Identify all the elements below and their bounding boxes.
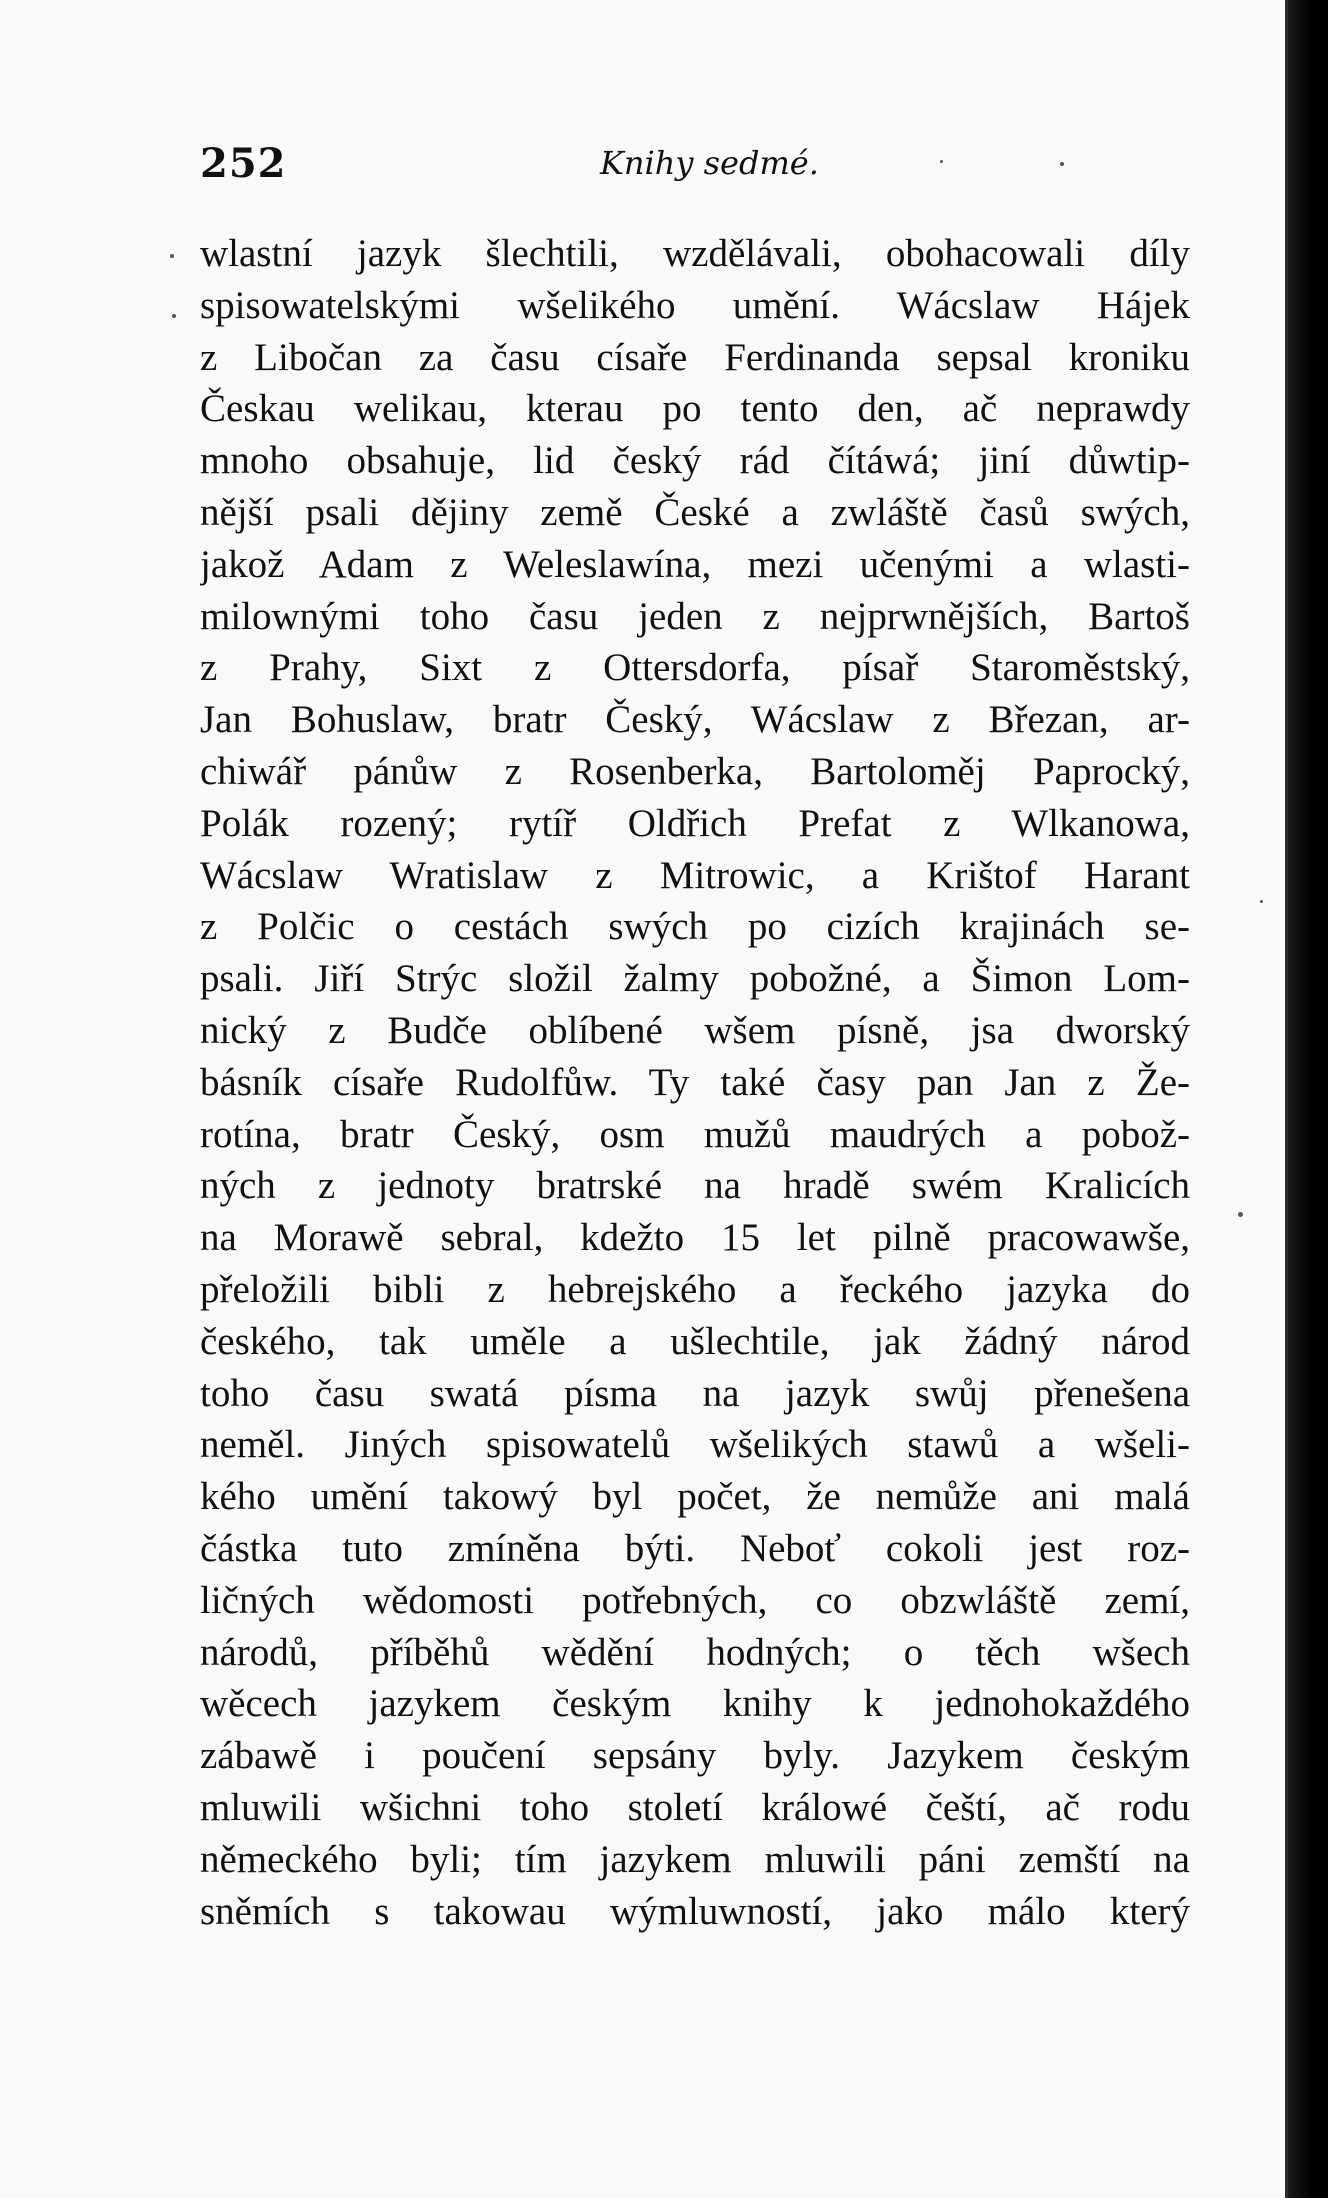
text-line: kého umění takowý byl počet, že nemůže ani malá — [200, 1475, 1190, 1519]
text-line: z Libočan za času císaře Ferdinanda sepsal kroniku — [200, 335, 1190, 379]
page-header — [200, 140, 1180, 200]
paper-speck — [1260, 900, 1263, 903]
text-line: na Morawě sebral, kdežto 15 let pilně pracowawše, — [200, 1216, 1190, 1260]
text-line: neměl. Jiných spisowatelů wšelikých stawů a wšeli- — [200, 1423, 1190, 1467]
paper-speck — [940, 160, 943, 163]
page-edge-shadow — [1288, 0, 1328, 2198]
text-line: částka tuto zmíněna býti. Neboť cokoli jest roz- — [200, 1526, 1190, 1570]
text-line: českého, tak uměle a ušlechtile, jak žádný národ — [200, 1319, 1190, 1363]
text-line: Polák rozený; rytíř Oldřich Prefat z Wlkanowa, — [200, 801, 1190, 845]
body-text — [200, 228, 1190, 1937]
text-line: wlastní jazyk šlechtili, wzdělávali, obohacowali díly — [200, 232, 1190, 275]
text-line: nický z Budče oblíbené wšem písně, jsa dworský — [200, 1008, 1190, 1052]
running-head: Knihy sedmé. — [600, 144, 819, 182]
text-line: Wácslaw Wratislaw z Mitrowic, a Krištof Harant — [200, 853, 1190, 897]
text-line: milownými toho času jeden z nejprwnějších, Bartoš — [200, 594, 1190, 638]
text-line: básník císaře Rudolfůw. Ty také časy pan Jan z Že- — [200, 1060, 1190, 1104]
page-number: 252 — [200, 140, 287, 187]
text-line: nější psali dějiny země České a zwláště časů swých, — [200, 490, 1190, 534]
text-line: Českau welikau, kterau po tento den, ač neprawdy — [200, 387, 1190, 431]
paper-speck — [1238, 1212, 1243, 1217]
text-line: přeložili bibli z hebrejského a řeckého jazyka do — [200, 1267, 1190, 1311]
text-line: psali. Jiří Strýc složil žalmy pobožné, a Šimon Lom- — [200, 957, 1190, 1001]
text-line: zábawě i poučení sepsány byly. Jazykem českým — [200, 1734, 1190, 1778]
text-line: ných z jednoty bratrské na hradě swém Kralicích — [200, 1164, 1190, 1208]
paper-speck — [1060, 162, 1064, 166]
text-line: německého byli; tím jazykem mluwili páni zemští na — [200, 1837, 1190, 1881]
text-line: spisowatelskými wšelikého umění. Wácslaw Hájek — [200, 283, 1190, 327]
text-line: jakož Adam z Weleslawína, mezi učenými a wlasti- — [200, 542, 1190, 586]
text-line: sněmích s takowau wýmluwností, jako málo který — [200, 1889, 1190, 1933]
text-line: toho času swatá písma na jazyk swůj přenešena — [200, 1371, 1190, 1415]
text-line: mnoho obsahuje, lid český rád čítáwá; jiní důwtip- — [200, 439, 1190, 483]
text-line: rotína, bratr Český, osm mužů maudrých a pobož- — [200, 1112, 1190, 1156]
paper-speck — [172, 314, 176, 318]
text-line: z Polčic o cestách swých po cizích krajinách se- — [200, 905, 1190, 949]
text-line: chiwář pánůw z Rosenberka, Bartoloměj Paprocký, — [200, 749, 1190, 793]
text-line: wěcech jazykem českým knihy k jednohokaždého — [200, 1682, 1190, 1726]
text-line: Jan Bohuslaw, bratr Český, Wácslaw z Březan, ar- — [200, 698, 1190, 742]
text-line: ličných wědomosti potřebných, co obzwláště zemí, — [200, 1578, 1190, 1622]
text-line: mluwili wšichni toho století králowé čeští, ač rodu — [200, 1785, 1190, 1829]
page-edge-line — [1285, 0, 1288, 2198]
text-line: z Prahy, Sixt z Ottersdorfa, písař Staroměstský, — [200, 646, 1190, 690]
paper-speck — [170, 254, 174, 258]
text-line: národů, příběhů wědění hodných; o těch wšech — [200, 1630, 1190, 1674]
